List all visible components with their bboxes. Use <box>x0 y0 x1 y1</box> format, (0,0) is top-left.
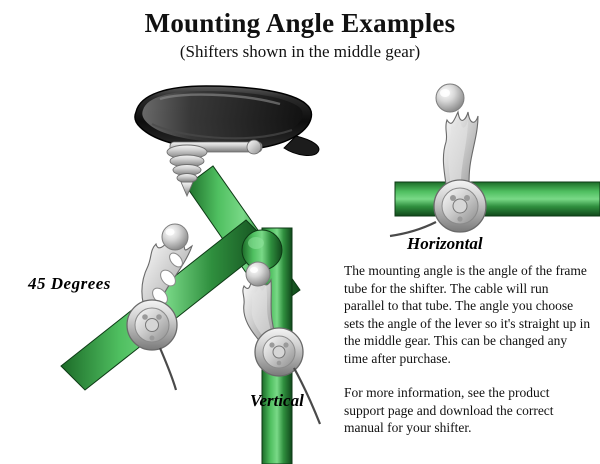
shifter-body-horizontal <box>434 180 486 232</box>
page-title: Mounting Angle Examples <box>144 8 456 38</box>
shifter-knob-vertical <box>246 262 270 286</box>
caption-45-degrees: 45 Degrees <box>28 274 111 293</box>
shifter-body-vertical <box>255 328 303 376</box>
caption-horizontal: Horizontal <box>407 234 483 253</box>
top-tube-horizontal <box>395 182 600 216</box>
shifter-body-45 <box>127 300 177 350</box>
shifter-cable-45 <box>160 348 176 390</box>
description-paragraph-2: For more information, see the product support page and download the correct manual for your shifter. <box>344 385 554 435</box>
shifter-knob-horizontal <box>436 84 464 112</box>
shifter-knob-45 <box>162 224 188 250</box>
caption-vertical: Vertical <box>250 391 304 410</box>
page-subtitle: (Shifters shown in the middle gear) <box>179 42 421 61</box>
description-paragraph-1: The mounting angle is the angle of the frame tube for the shifter. The cable will run parallel to that tube. The angle you choose sets the angle of the lever so it's straight up in the middle gear. This can be changed any time after purchase. <box>344 263 591 366</box>
